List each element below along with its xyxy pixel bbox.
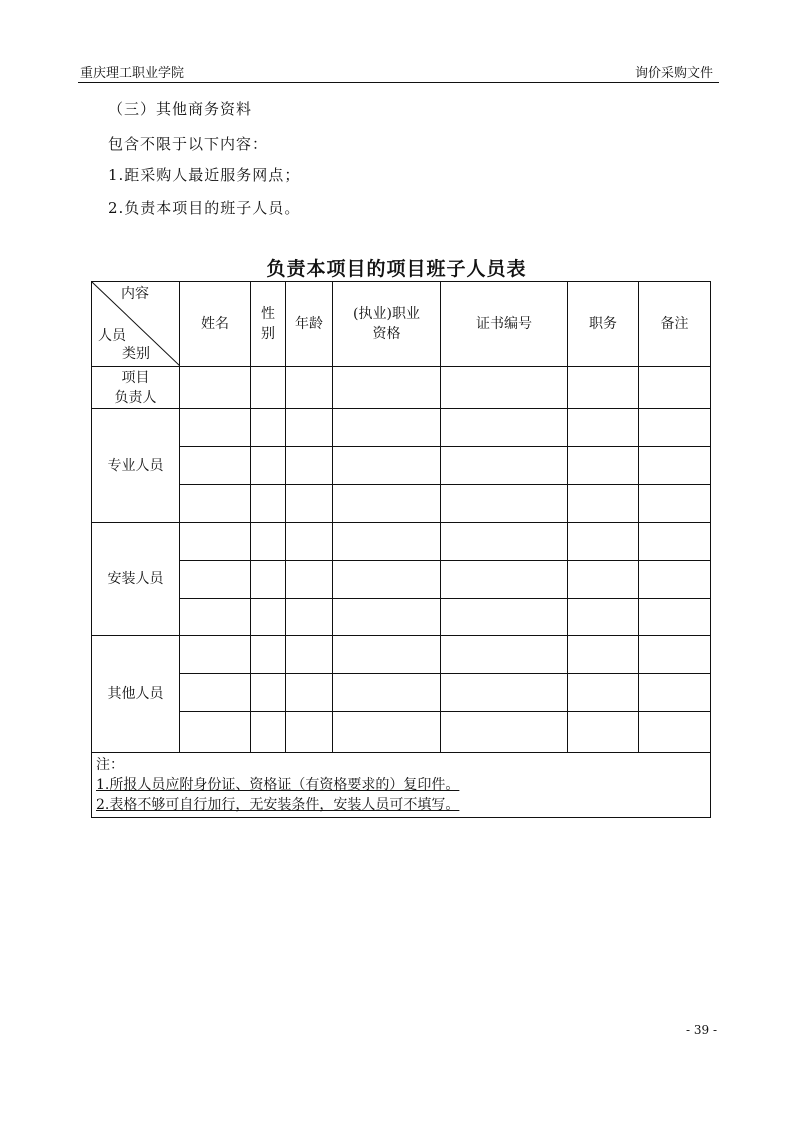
table-cell[interactable] bbox=[180, 447, 251, 485]
table-cell[interactable] bbox=[639, 367, 711, 409]
table-cell[interactable] bbox=[441, 367, 568, 409]
corner-label-category: 类别 bbox=[122, 346, 150, 362]
table-cell[interactable] bbox=[251, 523, 286, 561]
col-header-gender-l1: 性 bbox=[261, 306, 275, 322]
table-cell[interactable] bbox=[441, 599, 568, 636]
table-cell[interactable] bbox=[333, 409, 441, 447]
table-cell[interactable] bbox=[180, 712, 251, 753]
table-cell[interactable] bbox=[568, 599, 639, 636]
table-cell[interactable] bbox=[251, 674, 286, 712]
table-cell[interactable] bbox=[333, 674, 441, 712]
table-cell[interactable] bbox=[333, 712, 441, 753]
table-row bbox=[92, 485, 711, 523]
table-cell[interactable] bbox=[568, 712, 639, 753]
notes-row bbox=[92, 753, 711, 818]
table-cell[interactable] bbox=[180, 409, 251, 447]
table-cell[interactable] bbox=[251, 367, 286, 409]
col-header-qual-l1: (执业)职业 bbox=[353, 306, 420, 322]
table-cell[interactable] bbox=[286, 447, 333, 485]
table-cell[interactable] bbox=[180, 561, 251, 599]
table-cell[interactable] bbox=[568, 674, 639, 712]
notes-cell bbox=[92, 753, 711, 818]
table-row bbox=[92, 447, 711, 485]
table-cell[interactable] bbox=[180, 599, 251, 636]
table-cell[interactable] bbox=[286, 674, 333, 712]
note-line-1: 1.所报人员应附身份证、资格证（有资格要求的）复印件。 bbox=[96, 777, 460, 793]
table-cell[interactable] bbox=[333, 447, 441, 485]
table-cell[interactable] bbox=[251, 712, 286, 753]
table-cell[interactable] bbox=[639, 485, 711, 523]
header-doc-type: 询价采购文件 bbox=[634, 66, 713, 81]
table-cell[interactable] bbox=[441, 636, 568, 674]
table-row bbox=[92, 674, 711, 712]
col-header-name: 姓名 bbox=[180, 282, 251, 367]
table-cell[interactable] bbox=[333, 523, 441, 561]
row-label-leader bbox=[92, 367, 180, 409]
table-cell[interactable] bbox=[286, 712, 333, 753]
table-cell[interactable] bbox=[568, 367, 639, 409]
group-label-other: 其他人员 bbox=[92, 636, 180, 753]
col-header-gender bbox=[251, 282, 286, 367]
table-cell[interactable] bbox=[251, 599, 286, 636]
staff-table bbox=[91, 281, 711, 818]
table-cell[interactable] bbox=[441, 447, 568, 485]
corner-diagonal-cell bbox=[92, 282, 180, 367]
list-item-1: 1.距采购人最近服务网点； bbox=[108, 166, 301, 184]
table-cell[interactable] bbox=[568, 523, 639, 561]
col-header-gender-l2: 别 bbox=[261, 326, 275, 342]
col-header-remarks: 备注 bbox=[639, 282, 711, 367]
table-row bbox=[92, 599, 711, 636]
table-row bbox=[92, 712, 711, 753]
table-row-leader bbox=[92, 367, 711, 409]
row-label-leader-l1: 项目 bbox=[121, 369, 150, 386]
table-cell[interactable] bbox=[251, 409, 286, 447]
table-cell[interactable] bbox=[286, 599, 333, 636]
table-cell[interactable] bbox=[441, 561, 568, 599]
table-cell[interactable] bbox=[639, 599, 711, 636]
header-school-name: 重庆理工职业学院 bbox=[80, 66, 185, 81]
group-label-professional: 专业人员 bbox=[92, 409, 180, 523]
table-cell[interactable] bbox=[639, 636, 711, 674]
table-cell[interactable] bbox=[333, 485, 441, 523]
col-header-age: 年龄 bbox=[286, 282, 333, 367]
table-cell[interactable] bbox=[568, 409, 639, 447]
table-cell[interactable] bbox=[441, 674, 568, 712]
table-cell[interactable] bbox=[286, 367, 333, 409]
table-cell[interactable] bbox=[639, 409, 711, 447]
table-cell[interactable] bbox=[286, 485, 333, 523]
table-cell[interactable] bbox=[441, 712, 568, 753]
col-header-qualification bbox=[333, 282, 441, 367]
table-cell[interactable] bbox=[180, 636, 251, 674]
table-cell[interactable] bbox=[286, 636, 333, 674]
list-item-2: 2.负责本项目的班子人员。 bbox=[108, 199, 301, 217]
intro-text: 包含不限于以下内容： bbox=[108, 135, 269, 153]
table-cell[interactable] bbox=[333, 636, 441, 674]
col-header-qual-l2: 资格 bbox=[372, 326, 401, 342]
table-cell[interactable] bbox=[639, 561, 711, 599]
table-row bbox=[92, 636, 711, 674]
table-cell[interactable] bbox=[441, 523, 568, 561]
note-line-2: 2.表格不够可自行加行，无安装条件，安装人员可不填写。 bbox=[96, 797, 460, 813]
table-cell[interactable] bbox=[639, 523, 711, 561]
table-cell[interactable] bbox=[251, 447, 286, 485]
corner-label-staff: 人员 bbox=[98, 328, 126, 344]
table-cell[interactable] bbox=[333, 561, 441, 599]
col-header-cert-number: 证书编号 bbox=[441, 282, 568, 367]
table-cell[interactable] bbox=[286, 523, 333, 561]
table-cell[interactable] bbox=[441, 409, 568, 447]
corner-label-content: 内容 bbox=[121, 286, 149, 302]
group-label-installation: 安装人员 bbox=[92, 523, 180, 636]
table-row bbox=[92, 409, 711, 447]
table-row bbox=[92, 523, 711, 561]
table-cell[interactable] bbox=[180, 367, 251, 409]
table-cell[interactable] bbox=[251, 561, 286, 599]
col-header-position: 职务 bbox=[568, 282, 639, 367]
table-cell[interactable] bbox=[568, 485, 639, 523]
row-label-leader-l2: 负责人 bbox=[114, 389, 157, 406]
table-cell[interactable] bbox=[180, 485, 251, 523]
table-cell[interactable] bbox=[251, 485, 286, 523]
table-cell[interactable] bbox=[333, 599, 441, 636]
table-cell[interactable] bbox=[568, 447, 639, 485]
table-row bbox=[92, 561, 711, 599]
table-cell[interactable] bbox=[333, 367, 441, 409]
section-title: （三）其他商务资料 bbox=[108, 100, 253, 118]
table-title: 负责本项目的项目班子人员表 bbox=[266, 258, 527, 280]
table-cell[interactable] bbox=[441, 485, 568, 523]
table-cell[interactable] bbox=[639, 712, 711, 753]
table-cell[interactable] bbox=[251, 636, 286, 674]
table-cell[interactable] bbox=[639, 447, 711, 485]
table-cell[interactable] bbox=[180, 674, 251, 712]
table-cell[interactable] bbox=[286, 409, 333, 447]
table-cell[interactable] bbox=[568, 636, 639, 674]
table-cell[interactable] bbox=[568, 561, 639, 599]
page-number: - 39 - bbox=[685, 1023, 717, 1037]
table-cell[interactable] bbox=[639, 674, 711, 712]
table-cell[interactable] bbox=[286, 561, 333, 599]
table-cell[interactable] bbox=[180, 523, 251, 561]
notes-label: 注： bbox=[96, 757, 124, 773]
header-rule bbox=[78, 82, 719, 83]
table-header-row bbox=[92, 282, 711, 367]
